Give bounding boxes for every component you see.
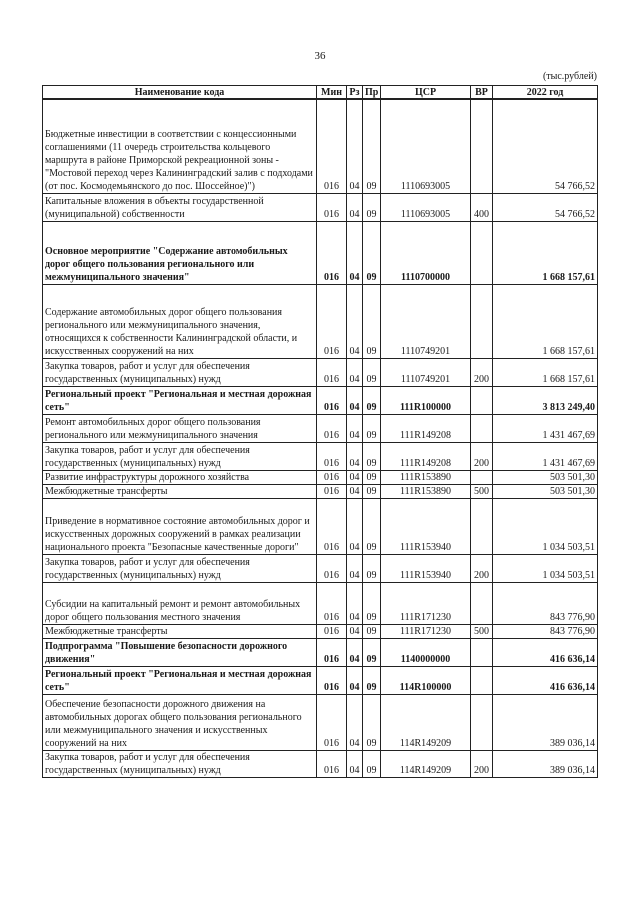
cell-csr: 111R171230: [381, 624, 471, 638]
cell-csr: 114R100000: [381, 666, 471, 694]
cell-rz: 04: [347, 193, 363, 221]
table-row: [43, 624, 598, 638]
table-row: [43, 638, 598, 666]
cell-pr: 09: [363, 666, 381, 694]
cell-csr: 1110749201: [381, 284, 471, 358]
cell-rz: 04: [347, 484, 363, 498]
cell-vr: [471, 470, 493, 484]
cell-amount: 1 431 467,69: [493, 414, 598, 442]
cell-pr: 09: [363, 386, 381, 414]
cell-vr: [471, 386, 493, 414]
cell-min: 016: [317, 193, 347, 221]
cell-pr: 09: [363, 221, 381, 284]
cell-amount: 1 668 157,61: [493, 358, 598, 386]
cell-rz: 04: [347, 582, 363, 624]
table-row: [43, 470, 598, 484]
table-row: [43, 284, 598, 358]
cell-amount: 54 766,52: [493, 193, 598, 221]
cell-name: Региональный проект "Региональная и местная дорожная сеть": [43, 386, 317, 414]
table-row: [43, 193, 598, 221]
cell-pr: 09: [363, 694, 381, 750]
cell-min: 016: [317, 582, 347, 624]
table-row: [43, 358, 598, 386]
cell-vr: 200: [471, 358, 493, 386]
cell-amount: 1 668 157,61: [493, 221, 598, 284]
cell-name: Приведение в нормативное состояние автомобильных дорог и искусственных дорожных сооружений в рамках реализации национального проекта "Безопасные качественные дороги": [43, 498, 317, 554]
cell-rz: 04: [347, 442, 363, 470]
cell-min: 016: [317, 624, 347, 638]
cell-amount: 1 034 503,51: [493, 498, 598, 554]
cell-vr: [471, 99, 493, 193]
cell-rz: 04: [347, 554, 363, 582]
cell-rz: 04: [347, 638, 363, 666]
cell-min: 016: [317, 498, 347, 554]
table-row: [43, 694, 598, 750]
cell-name: Содержание автомобильных дорог общего пользования регионального или межмуниципального значения, относящихся к собственности Калининградской области, и искусственных сооружений на них: [43, 284, 317, 358]
cell-amount: 843 776,90: [493, 624, 598, 638]
cell-pr: 09: [363, 284, 381, 358]
cell-name: Капитальные вложения в объекты государственной (муниципальной) собственности: [43, 193, 317, 221]
cell-rz: 04: [347, 470, 363, 484]
cell-rz: 04: [347, 666, 363, 694]
cell-min: 016: [317, 442, 347, 470]
cell-name: Закупка товаров, работ и услуг для обеспечения государственных (муниципальных) нужд: [43, 358, 317, 386]
cell-min: 016: [317, 750, 347, 777]
cell-amount: 3 813 249,40: [493, 386, 598, 414]
table-row: [43, 386, 598, 414]
cell-pr: 09: [363, 414, 381, 442]
cell-csr: 111R171230: [381, 582, 471, 624]
header-min: Мин: [317, 86, 347, 100]
cell-vr: [471, 498, 493, 554]
table-row: [43, 442, 598, 470]
cell-amount: 503 501,30: [493, 470, 598, 484]
cell-vr: 500: [471, 624, 493, 638]
cell-name: Основное мероприятие "Содержание автомобильных дорог общего пользования регионального или межмуниципального значения": [43, 221, 317, 284]
cell-csr: 1140000000: [381, 638, 471, 666]
table-header-row: [43, 86, 598, 100]
header-pr: Пр: [363, 86, 381, 100]
cell-amount: 416 636,14: [493, 638, 598, 666]
cell-name: Ремонт автомобильных дорог общего пользования регионального или межмуниципального значения: [43, 414, 317, 442]
table-row: [43, 221, 598, 284]
cell-name: Обеспечение безопасности дорожного движения на автомобильных дорогах общего пользования регионального или межмуниципального значения и искусственных сооружений на них: [43, 694, 317, 750]
header-rz: Рз: [347, 86, 363, 100]
table-row: [43, 750, 598, 777]
cell-min: 016: [317, 666, 347, 694]
cell-csr: 114R149209: [381, 750, 471, 777]
table-row: [43, 99, 598, 193]
cell-amount: 389 036,14: [493, 694, 598, 750]
cell-csr: 111R100000: [381, 386, 471, 414]
cell-rz: 04: [347, 284, 363, 358]
cell-pr: 09: [363, 442, 381, 470]
table-row: [43, 554, 598, 582]
cell-csr: 111R149208: [381, 442, 471, 470]
cell-name: Субсидии на капитальный ремонт и ремонт автомобильных дорог общего пользования местного значения: [43, 582, 317, 624]
cell-amount: 1 431 467,69: [493, 442, 598, 470]
budget-table: [42, 85, 598, 778]
cell-name: Закупка товаров, работ и услуг для обеспечения государственных (муниципальных) нужд: [43, 442, 317, 470]
cell-pr: 09: [363, 638, 381, 666]
cell-vr: [471, 694, 493, 750]
cell-csr: 111R153940: [381, 498, 471, 554]
cell-min: 016: [317, 386, 347, 414]
cell-pr: 09: [363, 624, 381, 638]
cell-amount: 389 036,14: [493, 750, 598, 777]
header-csr: ЦСР: [381, 86, 471, 100]
cell-amount: 1 668 157,61: [493, 284, 598, 358]
cell-min: 016: [317, 99, 347, 193]
cell-pr: 09: [363, 358, 381, 386]
cell-pr: 09: [363, 193, 381, 221]
table-row: [43, 582, 598, 624]
cell-name: Закупка товаров, работ и услуг для обеспечения государственных (муниципальных) нужд: [43, 750, 317, 777]
cell-rz: 04: [347, 386, 363, 414]
units-label: (тыс.рублей): [542, 71, 597, 82]
cell-min: 016: [317, 358, 347, 386]
cell-min: 016: [317, 484, 347, 498]
cell-amount: 416 636,14: [493, 666, 598, 694]
cell-min: 016: [317, 414, 347, 442]
cell-min: 016: [317, 284, 347, 358]
cell-name: Бюджетные инвестиции в соответствии с концессионными соглашениями (11 очередь строительства кольцевого маршрута в районе Приморской рекреационной зоны - "Мостовой переход через Калининградский залив с подходами (от пос. Космодемьянского до пос. Шоссейное)"): [43, 99, 317, 193]
cell-csr: 111R153940: [381, 554, 471, 582]
header-name: Наименование кода: [43, 86, 317, 100]
cell-amount: 503 501,30: [493, 484, 598, 498]
cell-min: 016: [317, 694, 347, 750]
table-row: [43, 414, 598, 442]
cell-pr: 09: [363, 498, 381, 554]
cell-name: Межбюджетные трансферты: [43, 624, 317, 638]
cell-vr: [471, 221, 493, 284]
cell-rz: 04: [347, 750, 363, 777]
cell-csr: 1110693005: [381, 193, 471, 221]
cell-csr: 1110749201: [381, 358, 471, 386]
cell-min: 016: [317, 638, 347, 666]
cell-pr: 09: [363, 554, 381, 582]
page-number: 36: [314, 50, 326, 62]
cell-csr: 111R153890: [381, 484, 471, 498]
cell-pr: 09: [363, 750, 381, 777]
header-vr: ВР: [471, 86, 493, 100]
cell-rz: 04: [347, 221, 363, 284]
cell-amount: 54 766,52: [493, 99, 598, 193]
cell-min: 016: [317, 470, 347, 484]
cell-name: Подпрограмма "Повышение безопасности дорожного движения": [43, 638, 317, 666]
cell-rz: 04: [347, 498, 363, 554]
table-row: [43, 484, 598, 498]
cell-csr: 1110693005: [381, 99, 471, 193]
cell-rz: 04: [347, 99, 363, 193]
header-year: 2022 год: [493, 86, 598, 100]
cell-csr: 111R149208: [381, 414, 471, 442]
cell-min: 016: [317, 554, 347, 582]
cell-amount: 843 776,90: [493, 582, 598, 624]
cell-vr: 400: [471, 193, 493, 221]
cell-name: Региональный проект "Региональная и местная дорожная сеть": [43, 666, 317, 694]
cell-pr: 09: [363, 484, 381, 498]
cell-amount: 1 034 503,51: [493, 554, 598, 582]
cell-rz: 04: [347, 414, 363, 442]
cell-vr: [471, 666, 493, 694]
table-row: [43, 666, 598, 694]
cell-vr: 500: [471, 484, 493, 498]
cell-csr: 1110700000: [381, 221, 471, 284]
cell-name: Межбюджетные трансферты: [43, 484, 317, 498]
cell-vr: [471, 284, 493, 358]
cell-vr: [471, 582, 493, 624]
cell-pr: 09: [363, 99, 381, 193]
table-row: [43, 498, 598, 554]
cell-rz: 04: [347, 358, 363, 386]
cell-name: Закупка товаров, работ и услуг для обеспечения государственных (муниципальных) нужд: [43, 554, 317, 582]
cell-rz: 04: [347, 694, 363, 750]
cell-pr: 09: [363, 470, 381, 484]
cell-vr: 200: [471, 554, 493, 582]
cell-csr: 111R153890: [381, 470, 471, 484]
cell-csr: 114R149209: [381, 694, 471, 750]
cell-name: Развитие инфраструктуры дорожного хозяйства: [43, 470, 317, 484]
cell-vr: 200: [471, 750, 493, 777]
cell-min: 016: [317, 221, 347, 284]
cell-pr: 09: [363, 582, 381, 624]
cell-vr: [471, 414, 493, 442]
cell-rz: 04: [347, 624, 363, 638]
cell-vr: [471, 638, 493, 666]
cell-vr: 200: [471, 442, 493, 470]
